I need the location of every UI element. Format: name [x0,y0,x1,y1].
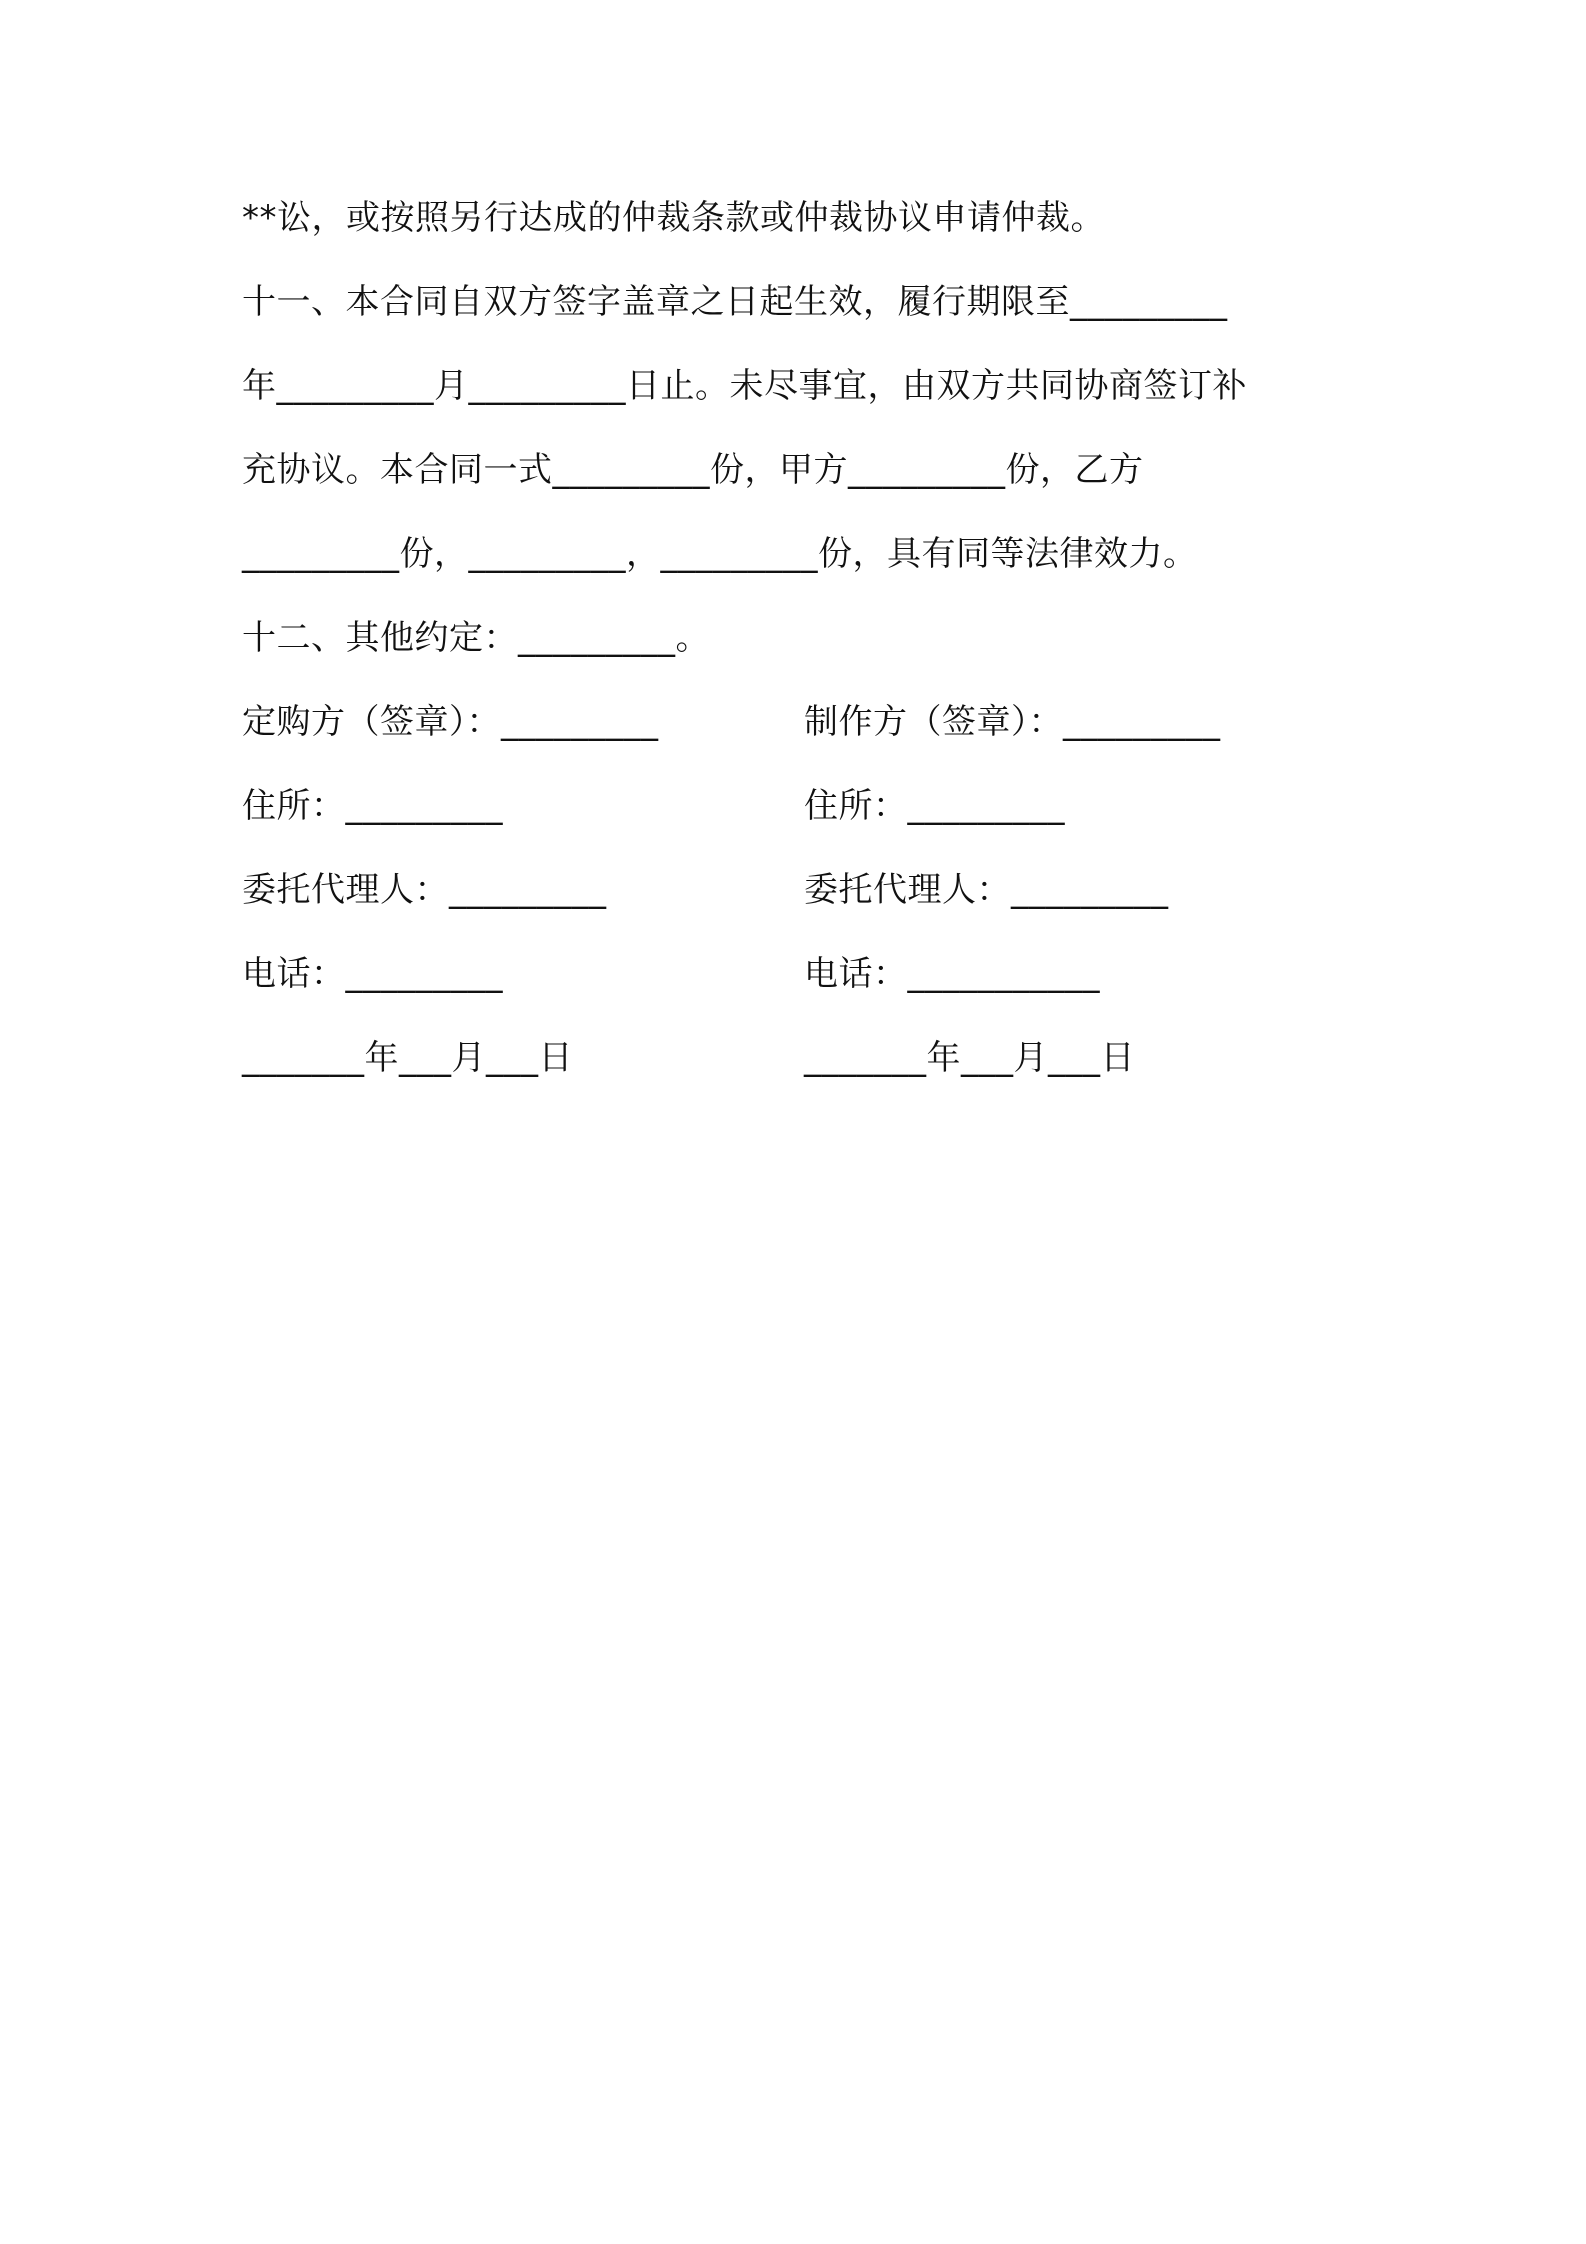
clause-11-line-3: 充协议。本合同一式_________份，甲方_________份，乙方 [242,450,1144,490]
maker-signature-field: 制作方（签章）：_________ [804,702,1221,742]
clause-11-line-1: 十一、本合同自双方签字盖章之日起生效，履行期限至_________ [242,282,1228,322]
signature-row-address [242,784,1362,828]
maker-agent-field: 委托代理人：_________ [804,870,1169,910]
buyer-date-field: _______年___月___日 [242,1038,573,1078]
buyer-agent-field: 委托代理人：_________ [242,870,607,910]
signature-row-agent [242,868,1362,912]
maker-date-field: _______年___月___日 [804,1038,1135,1078]
signature-row-party [242,700,1362,744]
clause-11-line-2: 年_________月_________日止。未尽事宜，由双方共同协商签订补 [242,366,1247,406]
maker-phone-field: 电话：___________ [804,954,1100,994]
maker-address-field: 住所：_________ [804,786,1065,826]
clause-11-line-4: _________份，_________，_________份，具有同等法律效力。 [242,534,1198,574]
clause-12: 十二、其他约定：_________。 [242,618,710,658]
clause-10-continuation: **讼，或按照另行达成的仲裁条款或仲裁协议申请仲裁。 [242,198,1105,238]
buyer-address-field: 住所：_________ [242,786,503,826]
buyer-phone-field: 电话：_________ [242,954,503,994]
document-content [242,196,1362,1120]
signature-row-phone [242,952,1362,996]
buyer-signature-field: 定购方（签章）：_________ [242,702,659,742]
signature-row-date [242,1036,1362,1080]
